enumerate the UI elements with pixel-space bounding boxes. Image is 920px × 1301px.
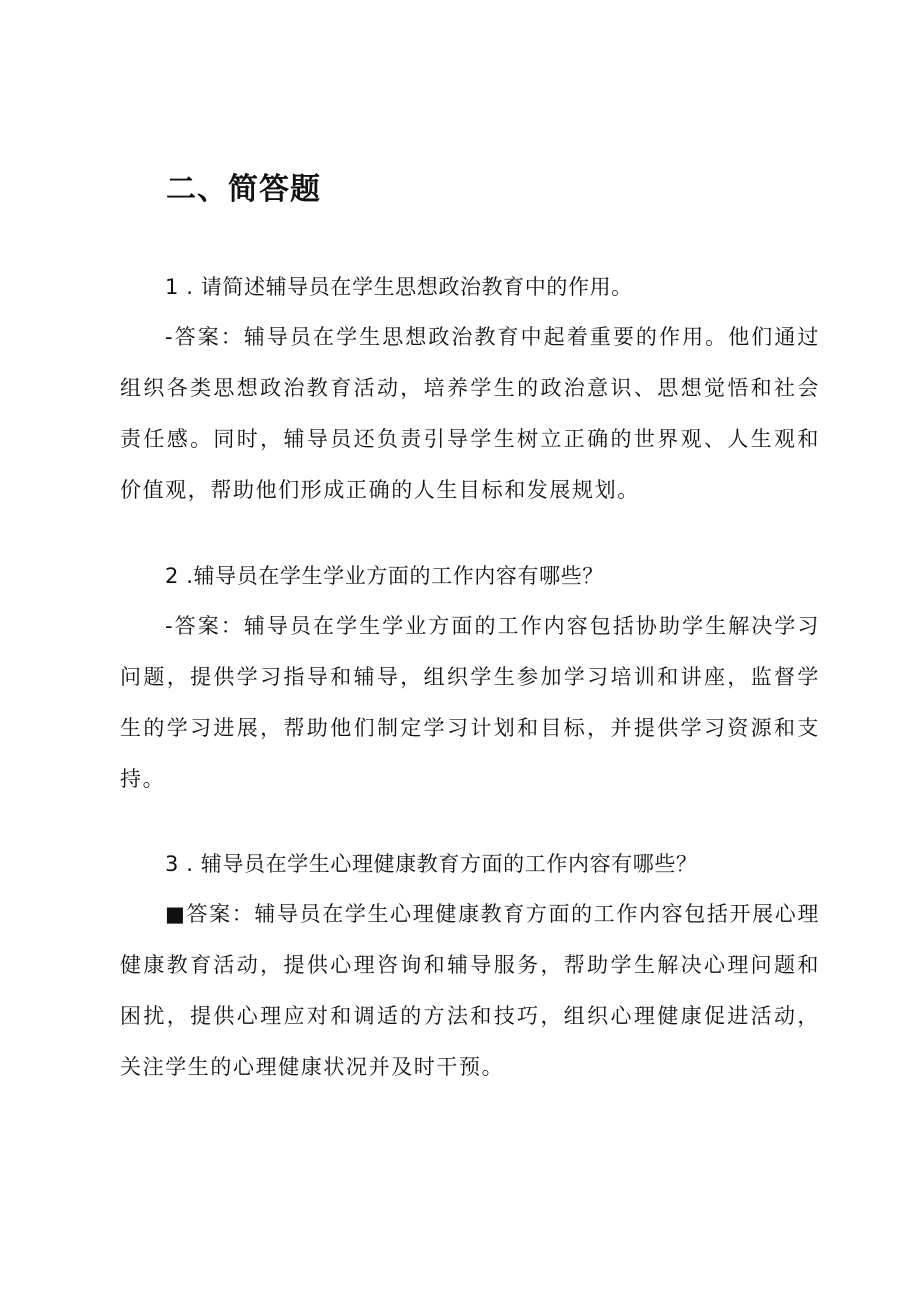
- section-title: 二、简答题: [166, 172, 321, 207]
- question-text: 3 . 辅导员在学生心理健康教育方面的工作内容有哪些？: [165, 852, 698, 876]
- answer-text: ■答案：辅导员在学生心理健康教育方面的工作内容包括开展心理健康教育活动，提供心理咨询和辅导服务，帮助学生解决心理问题和困扰，提供心理应对和调适的方法和技巧，组织心理健康促进活动，关注学生的心理健康状况并及时干预。: [120, 902, 820, 1079]
- question-text: 2 .辅导员在学生学业方面的工作内容有哪些？: [165, 564, 604, 588]
- answer-text: -答案：辅导员在学生思想政治教育中起着重要的作用。他们通过组织各类思想政治教育活动，培养学生的政治意识、思想觉悟和社会责任感。同时，辅导员还负责引导学生树立正确的世界观、人生观和价值观，帮助他们形成正确的人生目标和发展规划。: [120, 325, 820, 502]
- question-text: 1 . 请简述辅导员在学生思想政治教育中的作用。: [165, 275, 633, 299]
- answer-text: -答案：辅导员在学生学业方面的工作内容包括协助学生解决学习问题，提供学习指导和辅导，组织学生参加学习培训和讲座，监督学生的学习进展，帮助他们制定学习计划和目标，并提供学习资源和支持。: [120, 614, 820, 791]
- question-block-3: [120, 839, 820, 1093]
- question-block-1: [120, 262, 820, 516]
- question-block-2: [120, 551, 820, 805]
